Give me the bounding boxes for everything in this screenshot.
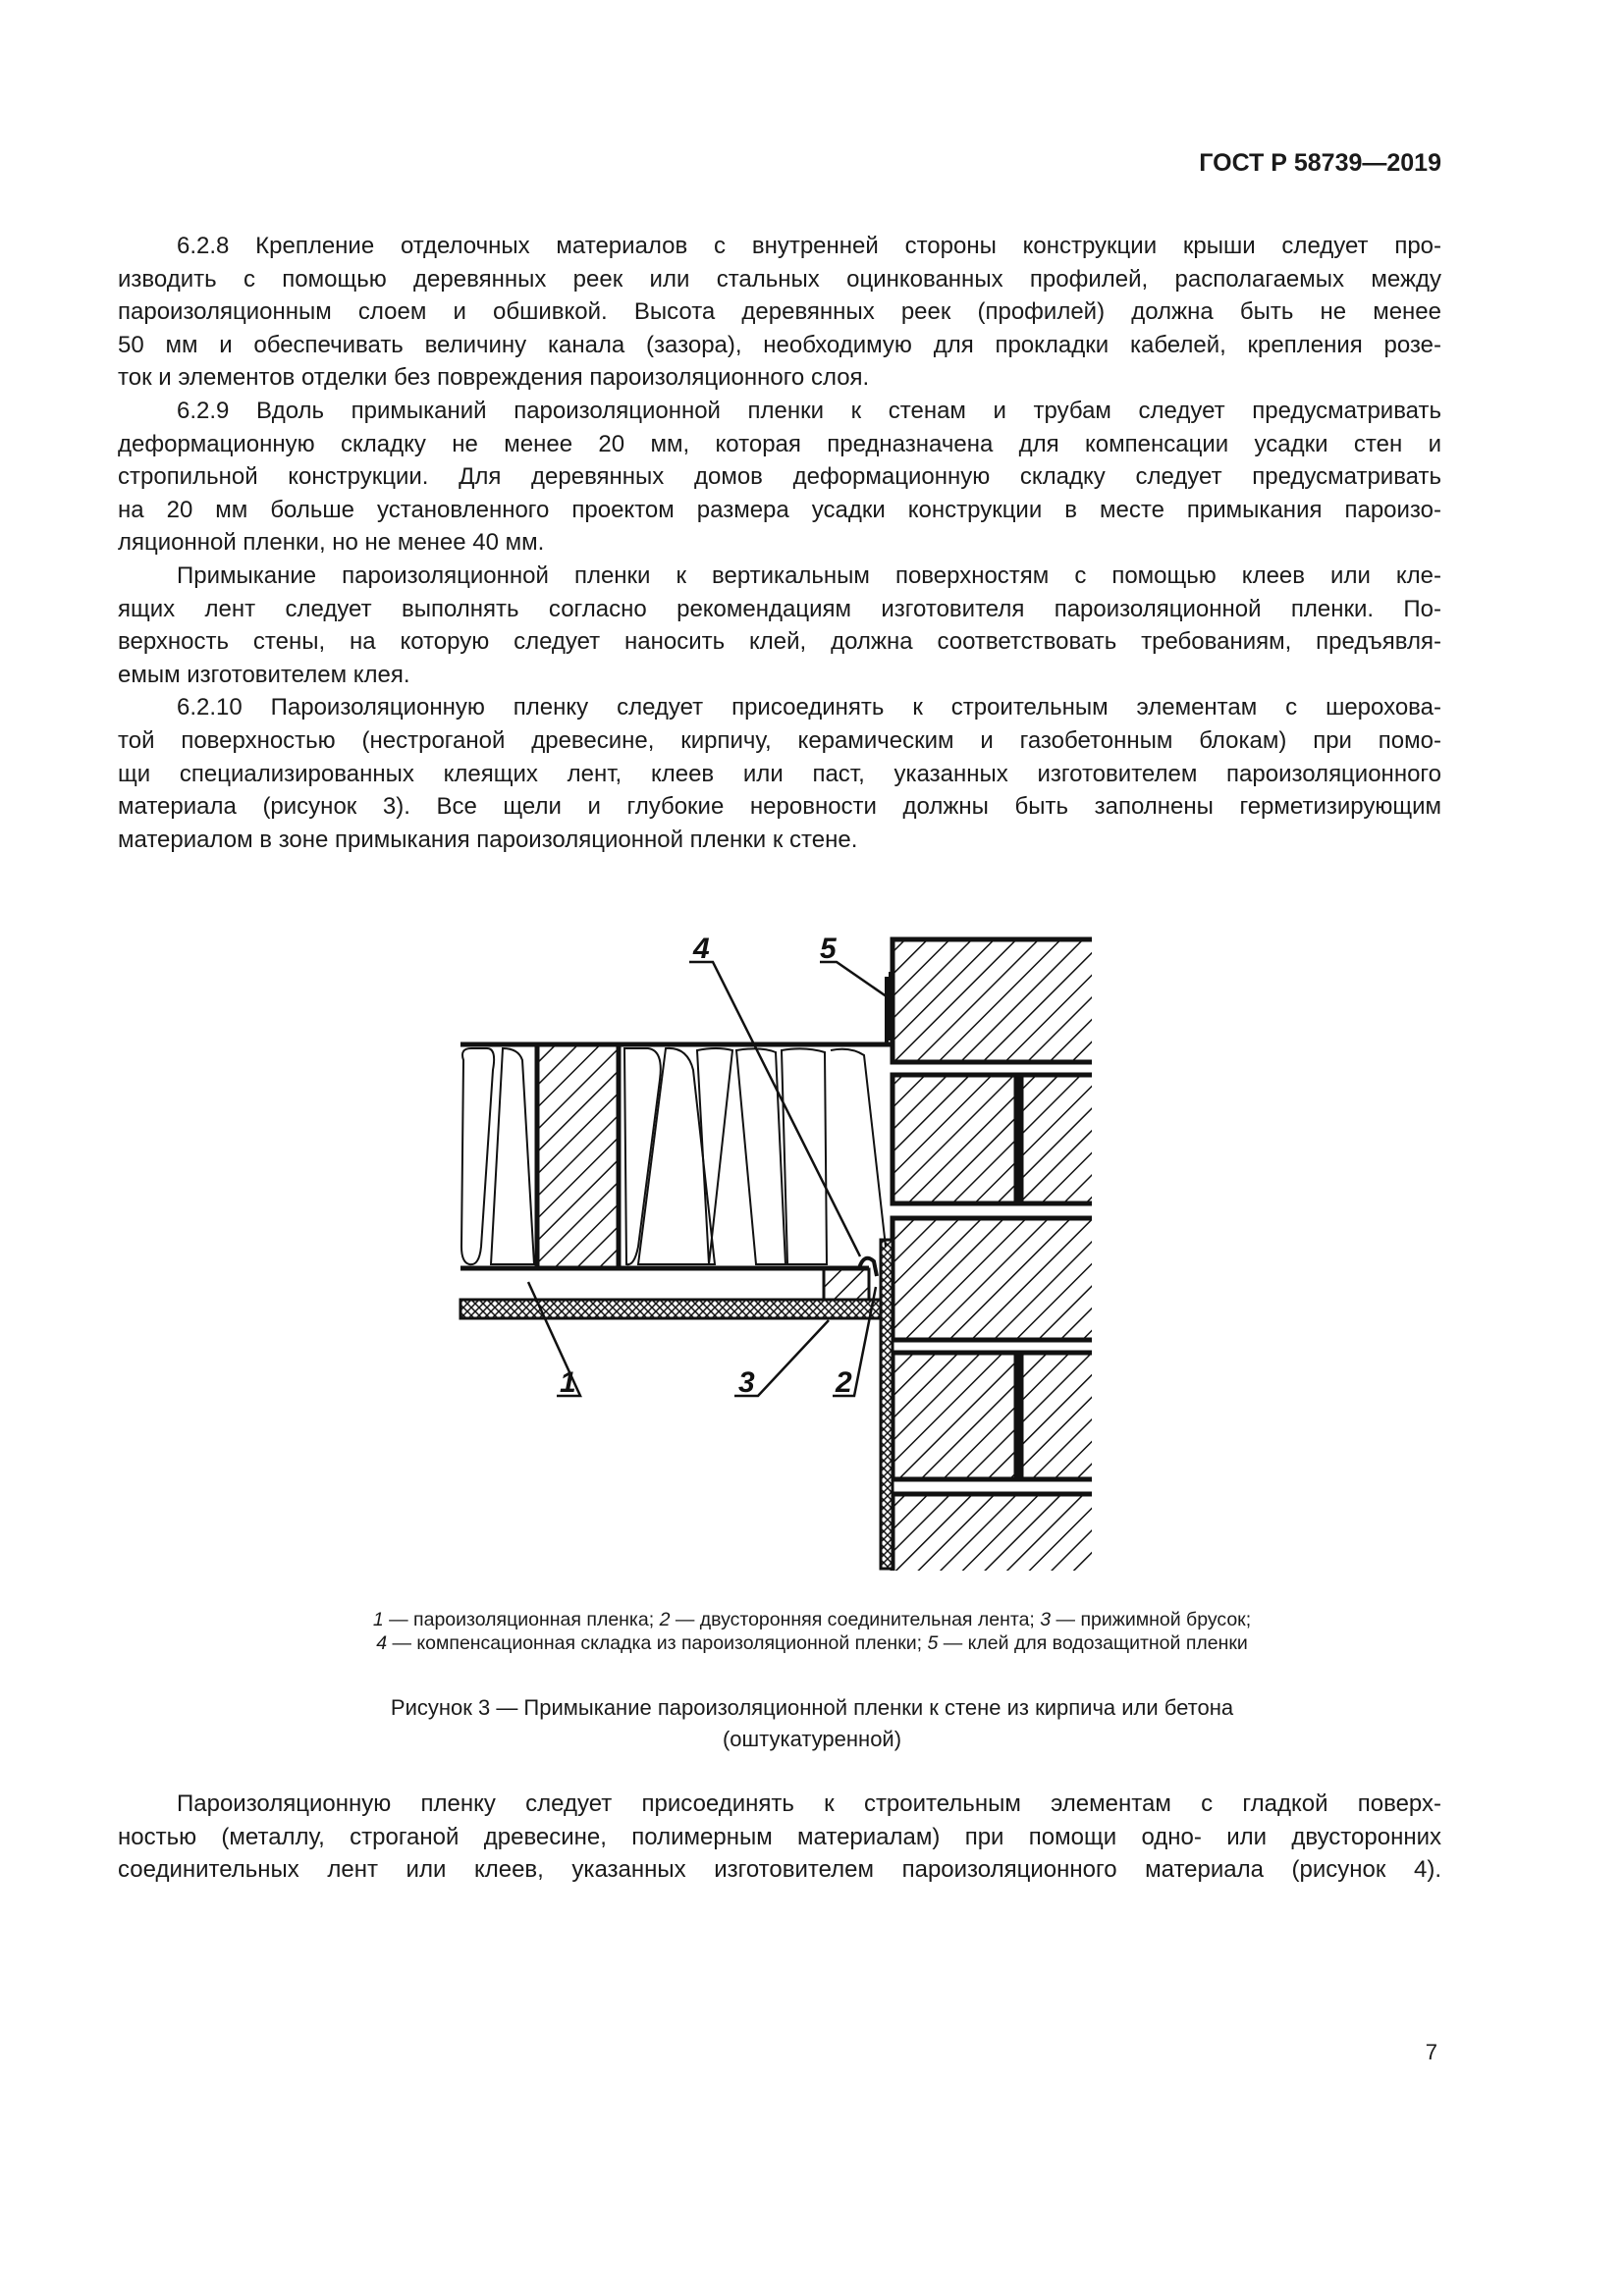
legend-text: — пароизоляционная пленка;	[383, 1609, 660, 1630]
insulation	[461, 1048, 886, 1264]
brick-wall	[893, 939, 1110, 1571]
callout-5: 5	[820, 933, 837, 965]
text-line: щи специализированных клеящих лент, клеев или паст, указанных изготовителем пароизоляционного	[118, 760, 1441, 787]
text-line: ящих лент следует выполнять согласно рекомендациям изготовителя пароизоляционной пленки. По-	[118, 595, 1441, 622]
text-line: той поверхностью (нестроганой древесине, кирпичу, керамическим и газобетонным блокам) при помо-	[118, 726, 1441, 754]
text-line: 6.2.10 Пароизоляционную пленку следует присоединять к строительным элементам с шерохова-	[177, 694, 1441, 721]
text-line: ток и элементов отделки без повреждения пароизоляционного слоя.	[118, 364, 870, 392]
legend-num: 4	[376, 1632, 388, 1654]
text-line: деформационную складку не менее 20 мм, которая предназначена для компенсации усадки стен и	[118, 430, 1441, 457]
legend-num: 3	[1040, 1609, 1052, 1630]
body-text	[118, 230, 1441, 856]
caption-line: (оштукатуренной)	[722, 1727, 902, 1751]
text-line: 50 мм и обеспечивать величину канала (зазора), необходимую для прокладки кабелей, крепления розе-	[118, 331, 1441, 358]
callout-2: 2	[836, 1366, 852, 1399]
rafter	[537, 1044, 619, 1268]
caption-line: Рисунок 3 — Примыкание пароизоляционной пленки к стене из кирпича или бетона	[390, 1695, 1234, 1720]
text-line: изводить с помощью деревянных реек или стальных оцинкованных профилей, располагаемых между	[118, 265, 1441, 293]
callout-3: 3	[738, 1366, 755, 1399]
figure-caption	[0, 1692, 1624, 1755]
document-header: ГОСТ Р 58739—2019	[1199, 149, 1441, 177]
text-line: материала (рисунок 3). Все щели и глубокие неровности должны быть заполнены герметизирующим	[118, 793, 1441, 821]
legend-num: 5	[927, 1632, 939, 1654]
final-paragraph	[118, 1788, 1441, 1887]
text-line: ностью (металлу, строганой древесине, полимерным материалам) при помощи одно- или двусторонних	[118, 1823, 1441, 1850]
text-line: Примыкание пароизоляционной пленки к вертикальным поверхностям с помощью клеев или кле-	[177, 561, 1441, 589]
legend-num: 2	[659, 1609, 671, 1630]
text-line: емым изготовителем клея.	[118, 661, 410, 688]
text-line: 6.2.9 Вдоль примыканий пароизоляционной пленки к стенам и трубам следует предусматривать	[177, 397, 1441, 424]
pressure-batten	[824, 1269, 869, 1300]
callout-4: 4	[693, 933, 710, 965]
text-line: соединительных лент или клеев, указанных изготовителем пароизоляционного материала (рисунок 4).	[118, 1856, 1441, 1884]
callout-1: 1	[560, 1366, 576, 1399]
page-number: 7	[1425, 2040, 1437, 2064]
text-line: Пароизоляционную пленку следует присоединять к строительным элементам с гладкой поверх-	[177, 1790, 1441, 1817]
plaster-layer	[881, 1240, 893, 1569]
figure-legend	[0, 1608, 1624, 1655]
text-line: верхность стены, на которую следует наносить клей, должна соответствовать требованиям, предъявля-	[118, 628, 1441, 656]
legend-text: — двусторонняя соединительная лента;	[670, 1609, 1041, 1630]
adhesive	[887, 972, 891, 1044]
legend-num: 1	[372, 1609, 384, 1630]
interior-lining	[460, 1300, 881, 1318]
text-line: на 20 мм больше установленного проектом размера усадки конструкции в месте примыкания пароизо-	[118, 496, 1441, 523]
text-line: пароизоляционным слоем и обшивкой. Высота деревянных реек (профилей) должна быть не менее	[118, 298, 1441, 326]
text-line: ляционной пленки, но не менее 40 мм.	[118, 529, 545, 557]
text-line: стропильной конструкции. Для деревянных домов деформационную складку следует предусматривать	[118, 463, 1441, 491]
legend-text: — клей для водозащитной пленки	[938, 1632, 1248, 1654]
legend-text: — компенсационная складка из пароизоляционной пленки;	[387, 1632, 928, 1654]
text-line: 6.2.8 Крепление отделочных материалов с внутренней стороны конструкции крыши следует про-	[177, 233, 1441, 259]
figure-3-drawing	[452, 923, 1119, 1571]
legend-text: — прижимной брусок;	[1051, 1609, 1252, 1630]
text-line: материалом в зоне примыкания пароизоляционной пленки к стене.	[118, 826, 858, 853]
